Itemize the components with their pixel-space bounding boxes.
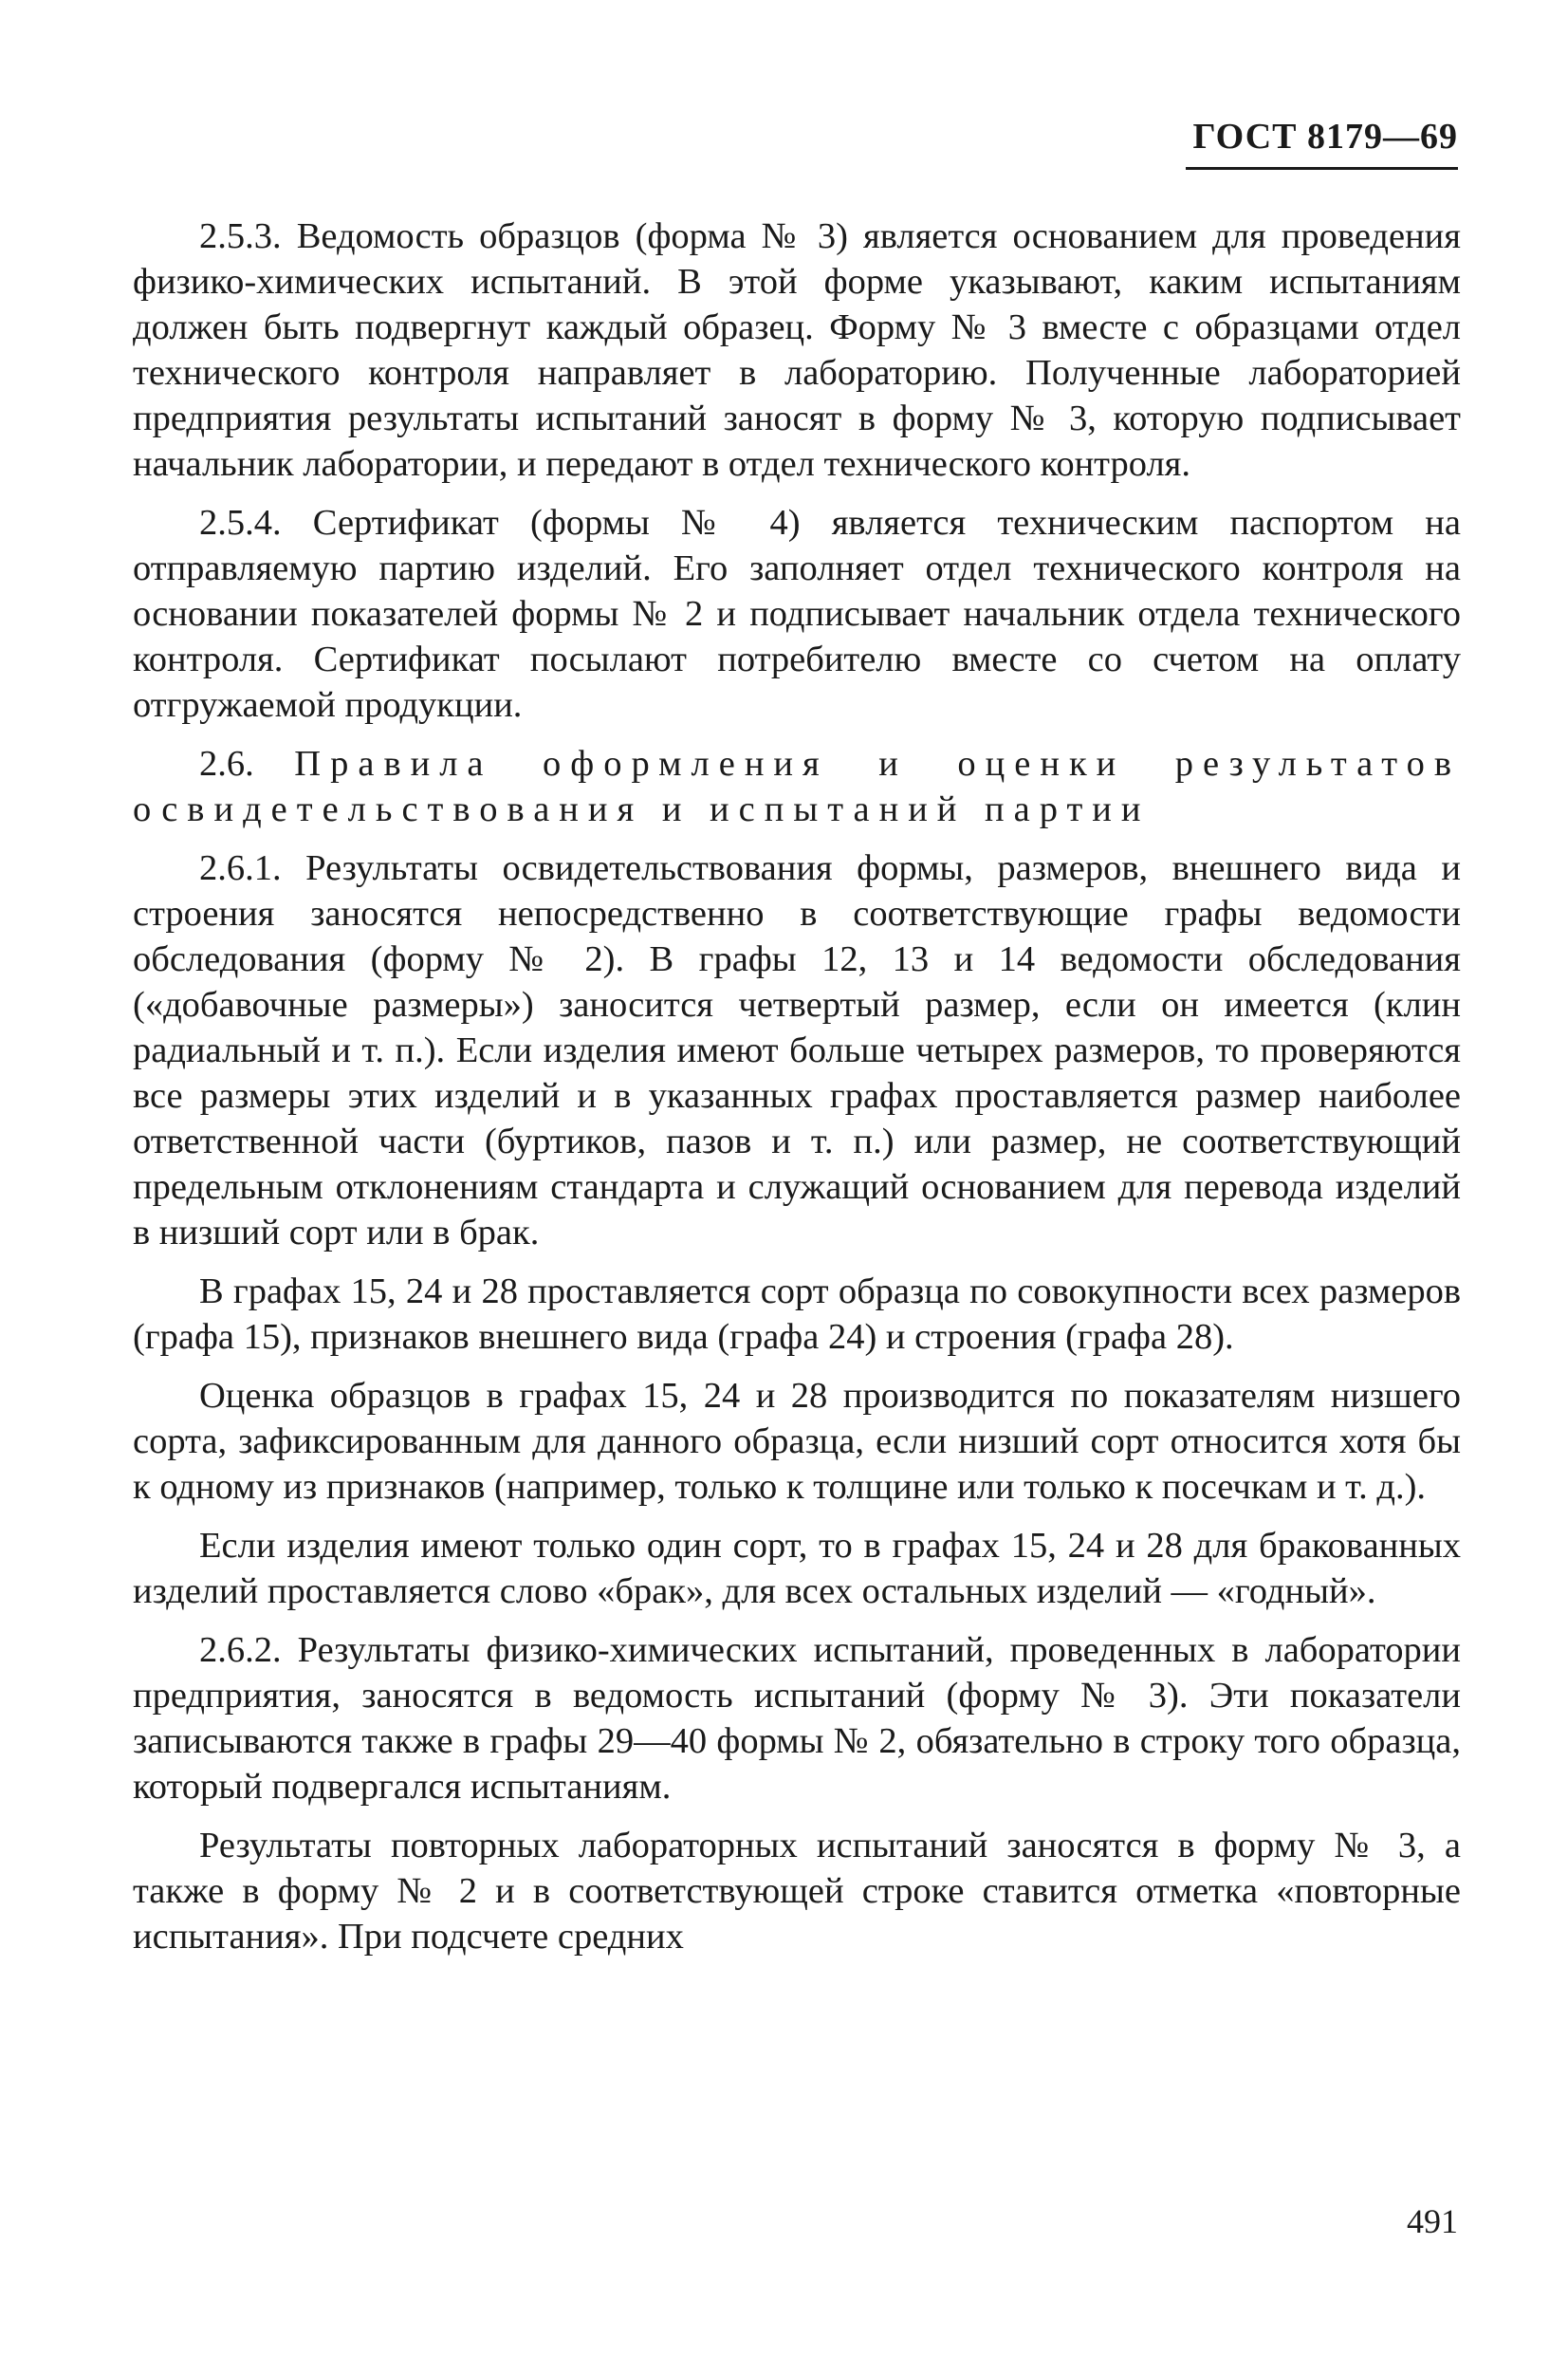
paragraph-2-5-4: 2.5.4. Сертификат (формы № 4) является техническим паспортом на отправляемую партию изделий. Его заполняет отдел технического контроля на основании показателей формы № 2 и подписывает начальник отдела технического контроля. Сертификат посылают потребителю вместе со счетом на оплату отгружаемой продукции. xyxy=(133,503,1461,725)
standard-header: ГОСТ 8179—69 xyxy=(1186,116,1458,170)
section-heading-title: Правила оформления и оценки результатов освидетельствования и испытаний партии xyxy=(133,744,1462,829)
section-heading-2-6 xyxy=(133,741,1461,832)
section-heading-number: 2.6. xyxy=(199,744,254,784)
body-text xyxy=(133,213,1461,1959)
paragraph-2-6-1: 2.6.1. Результаты освидетельствования формы, размеров, внешнего вида и строения заносятся непосредственно в соответствующие графы ведомости обследования (форму № 2). В графы 12, 13 и 14 ведомости обследования («добавочные размеры») заносится четвертый размер, если он имеется (клин радиальный и т. п.). Если изделия имеют больше четырех размеров, то проверяются все размеры этих изделий и в указанных графах проставляется размер наиболее ответственной части (буртиков, пазов и т. п.) или размер, не соответствующий предельным отклонениям стандарта и служащий основанием для перевода изделий в низший сорт или в брак. xyxy=(133,848,1461,1252)
paragraph-single-grade: Если изделия имеют только один сорт, то в графах 15, 24 и 28 для бракованных изделий проставляется слово «брак», для всех остальных изделий — «годный». xyxy=(133,1526,1461,1611)
paragraph-grades-columns: В графах 15, 24 и 28 проставляется сорт образца по совокупности всех размеров (графа 15), признаков внешнего вида (графа 24) и строения (графа 28). xyxy=(133,1271,1461,1357)
page-number: 491 xyxy=(1407,2202,1458,2240)
paragraph-repeat-tests: Результаты повторных лабораторных испытаний заносятся в форму № 3, а также в форму № 2 и в соответствующей строке ставится отметка «повторные испытания». При подсчете средних xyxy=(133,1826,1461,1957)
paragraph-2-5-3: 2.5.3. Ведомость образцов (форма № 3) является основанием для проведения физико-химических испытаний. В этой форме указывают, каким испытаниям должен быть подвергнут каждый образец. Форму № 3 вместе с образцами отдел технического контроля направляет в лабораторию. Полученные лабораторией предприятия результаты испытаний заносят в форму № 3, которую подписывает начальник лаборатории, и передают в отдел технического контроля. xyxy=(133,216,1461,484)
paragraph-grade-evaluation: Оценка образцов в графах 15, 24 и 28 производится по показателям низшего сорта, зафиксированным для данного образца, если низший сорт относится хотя бы к одному из признаков (например, только к толщине или только к посечкам и т. д.). xyxy=(133,1376,1461,1507)
paragraph-2-6-2: 2.6.2. Результаты физико-химических испытаний, проведенных в лаборатории предприятия, заносятся в ведомость испытаний (форму № 3). Эти показатели записываются также в графы 29—40 формы № 2, обязательно в строку того образца, который подвергался испытаниям. xyxy=(133,1630,1461,1807)
